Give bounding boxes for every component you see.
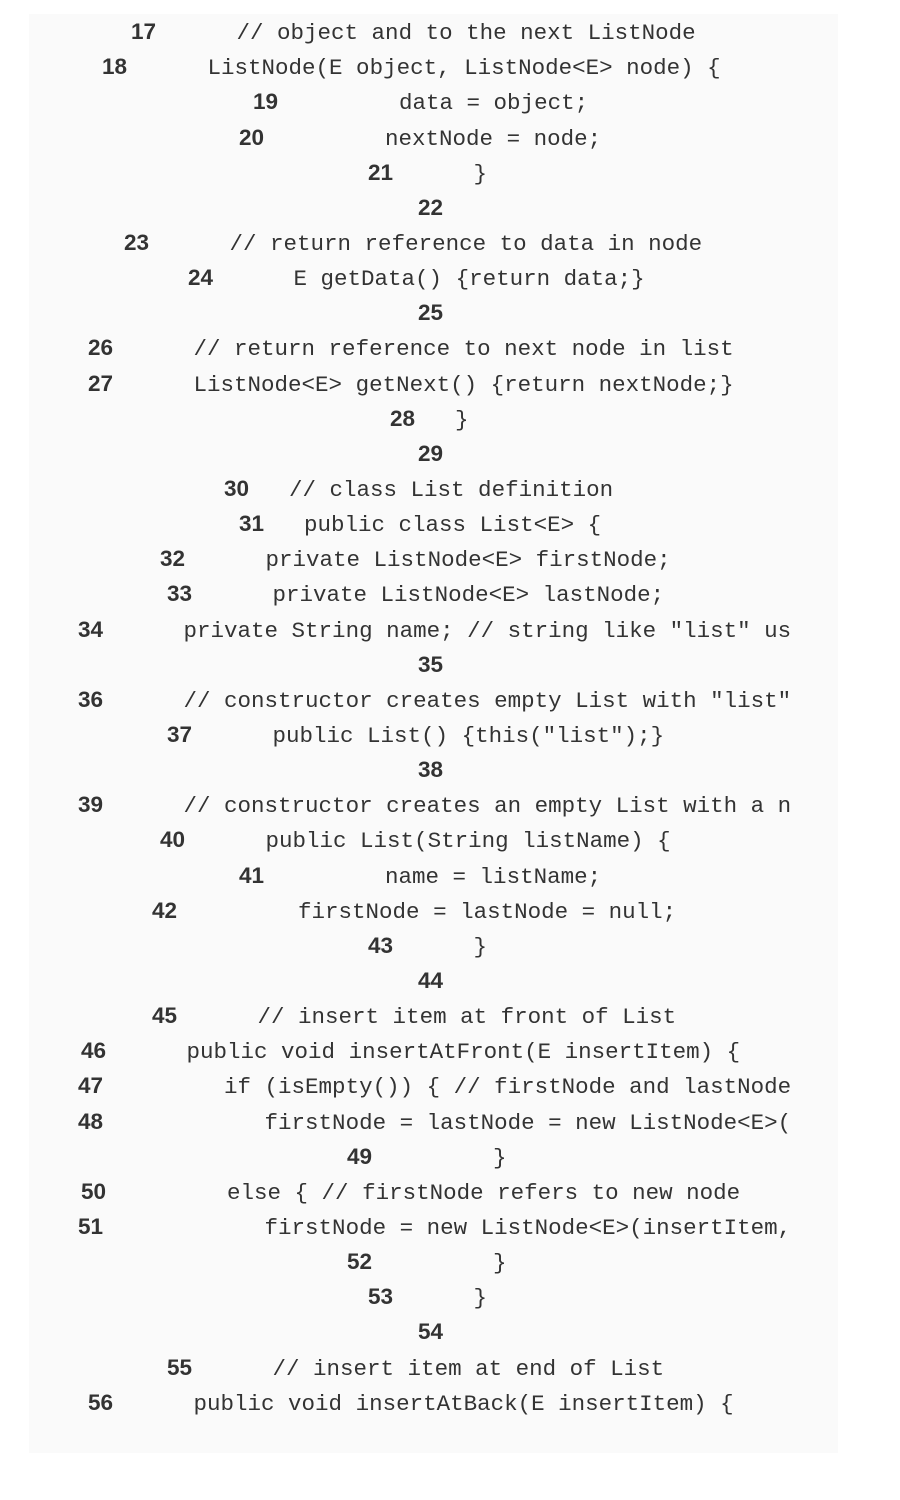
line-number: 31 xyxy=(239,511,265,536)
line-text: public void insertAtFront(E insertItem) { xyxy=(146,1039,741,1065)
line-number: 22 xyxy=(418,195,444,220)
line-text: public void insertAtBack(E insertItem) { xyxy=(153,1391,734,1417)
line-number: 37 xyxy=(167,722,193,747)
line-number: 43 xyxy=(368,933,394,958)
line-number: 46 xyxy=(81,1038,107,1063)
line-number: 56 xyxy=(88,1390,114,1415)
line-text: } xyxy=(412,1145,507,1171)
line-text: firstNode = lastNode = null; xyxy=(217,899,677,925)
line-number: 36 xyxy=(78,687,104,712)
line-number: 30 xyxy=(224,476,250,501)
code-line xyxy=(81,1033,740,1068)
code-line xyxy=(167,717,664,752)
line-text: // constructor creates empty List with "list" xyxy=(143,688,792,714)
line-number: 38 xyxy=(418,757,444,782)
line-text: // object and to the next ListNode xyxy=(196,20,696,46)
line-number: 44 xyxy=(418,968,444,993)
line-number: 20 xyxy=(239,125,265,150)
line-number: 19 xyxy=(253,89,279,114)
line-number: 18 xyxy=(102,54,128,79)
code-line xyxy=(418,295,443,330)
line-number: 29 xyxy=(418,441,444,466)
line-number: 26 xyxy=(88,335,114,360)
code-line xyxy=(418,1314,443,1349)
line-text: if (isEmpty()) { // firstNode and lastNode xyxy=(143,1074,792,1100)
line-number: 32 xyxy=(160,546,186,571)
line-number: 54 xyxy=(418,1319,444,1344)
line-text: public List() {this("list");} xyxy=(232,723,665,749)
code-line xyxy=(88,1385,734,1420)
line-text: private String name; // string like "list" us xyxy=(143,618,792,644)
line-number: 55 xyxy=(167,1355,193,1380)
code-line xyxy=(88,366,734,401)
line-text: else { // firstNode refers to new node xyxy=(146,1180,741,1206)
code-line xyxy=(418,647,443,682)
line-text: // return reference to next node in list xyxy=(153,336,734,362)
code-line xyxy=(418,190,443,225)
code-line xyxy=(88,330,734,365)
code-line xyxy=(368,155,487,190)
code-line xyxy=(224,471,613,506)
line-number: 48 xyxy=(78,1109,104,1134)
line-text: // return reference to data in node xyxy=(189,231,703,257)
line-number: 40 xyxy=(160,827,186,852)
code-line xyxy=(124,225,702,260)
code-line xyxy=(418,752,443,787)
code-line xyxy=(167,576,664,611)
code-line xyxy=(347,1139,507,1174)
code-listing xyxy=(29,14,838,1453)
line-number: 53 xyxy=(368,1284,394,1309)
line-number: 25 xyxy=(418,300,444,325)
code-line xyxy=(152,998,676,1033)
code-line xyxy=(81,1174,740,1209)
line-number: 21 xyxy=(368,160,394,185)
line-number: 42 xyxy=(152,898,178,923)
code-line xyxy=(253,84,588,119)
line-text: nextNode = node; xyxy=(304,126,602,152)
code-line xyxy=(167,1350,664,1385)
line-number: 45 xyxy=(152,1003,178,1028)
line-number: 51 xyxy=(78,1214,104,1239)
code-line xyxy=(347,1244,507,1279)
code-line xyxy=(78,1068,791,1103)
code-line xyxy=(390,401,469,436)
line-text: E getData() {return data;} xyxy=(253,266,645,292)
line-number: 27 xyxy=(88,371,114,396)
line-number: 34 xyxy=(78,617,104,642)
line-text: ListNode(E object, ListNode<E> node) { xyxy=(167,55,721,81)
code-line xyxy=(78,682,791,717)
line-number: 50 xyxy=(81,1179,107,1204)
code-line xyxy=(239,120,601,155)
line-text: // constructor creates an empty List with a n xyxy=(143,793,792,819)
code-line xyxy=(368,928,487,963)
line-text: } xyxy=(433,1285,488,1311)
code-line xyxy=(78,1209,791,1244)
line-text: public class List<E> { xyxy=(304,512,602,538)
code-line xyxy=(78,787,791,822)
line-number: 23 xyxy=(124,230,150,255)
line-number: 17 xyxy=(131,19,157,44)
code-line xyxy=(239,858,601,893)
line-text: name = listName; xyxy=(304,864,602,890)
line-number: 28 xyxy=(390,406,416,431)
code-line xyxy=(368,1279,487,1314)
code-line xyxy=(78,1104,791,1139)
code-line xyxy=(188,260,645,295)
line-number: 47 xyxy=(78,1073,104,1098)
line-text: data = object; xyxy=(318,90,589,116)
line-text: } xyxy=(433,161,488,187)
code-line xyxy=(131,14,696,49)
code-line xyxy=(239,506,601,541)
line-number: 24 xyxy=(188,265,214,290)
line-text: firstNode = lastNode = new ListNode<E>( xyxy=(143,1110,792,1136)
line-text: } xyxy=(412,1250,507,1276)
line-number: 41 xyxy=(239,863,265,888)
line-number: 52 xyxy=(347,1249,373,1274)
code-line xyxy=(418,436,443,471)
line-text: // insert item at front of List xyxy=(217,1004,677,1030)
line-text: public List(String listName) { xyxy=(225,828,671,854)
line-text: private ListNode<E> firstNode; xyxy=(225,547,671,573)
line-text: // class List definition xyxy=(289,477,614,503)
line-text: // insert item at end of List xyxy=(232,1356,665,1382)
line-number: 49 xyxy=(347,1144,373,1169)
line-text: firstNode = new ListNode<E>(insertItem, xyxy=(143,1215,792,1241)
code-line xyxy=(102,49,721,84)
code-line xyxy=(78,612,791,647)
line-text: ListNode<E> getNext() {return nextNode;} xyxy=(153,372,734,398)
code-line xyxy=(160,822,671,857)
line-number: 35 xyxy=(418,652,444,677)
code-line xyxy=(418,963,443,998)
line-number: 33 xyxy=(167,581,193,606)
line-text: } xyxy=(455,407,469,433)
line-number: 39 xyxy=(78,792,104,817)
line-text: } xyxy=(433,934,488,960)
code-line xyxy=(152,893,676,928)
code-line xyxy=(160,541,671,576)
line-text: private ListNode<E> lastNode; xyxy=(232,582,665,608)
